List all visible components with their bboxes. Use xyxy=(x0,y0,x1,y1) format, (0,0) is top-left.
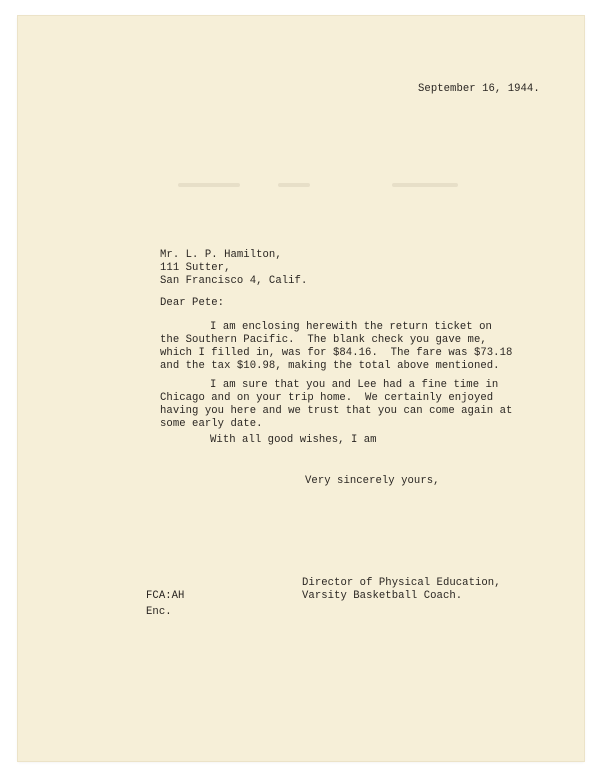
signature-title-line: Director of Physical Education, xyxy=(302,577,501,589)
paragraph-2-line: some early date. xyxy=(160,418,263,430)
bleed-through-mark xyxy=(278,183,310,187)
salutation: Dear Pete: xyxy=(160,297,225,309)
paragraph-1-line: the Southern Pacific. The blank check you gave me, xyxy=(160,334,487,346)
recipient-city: San Francisco 4, Calif. xyxy=(160,275,308,287)
closing: Very sincerely yours, xyxy=(305,475,440,487)
bleed-through-mark xyxy=(178,183,240,187)
paragraph-2-line: having you here and we trust that you can come again at xyxy=(160,405,513,417)
paragraph-3: With all good wishes, I am xyxy=(210,434,377,446)
paragraph-1-line: I am enclosing herewith the return ticket on xyxy=(210,321,492,333)
bleed-through-mark xyxy=(392,183,458,187)
enclosure-note: Enc. xyxy=(146,606,172,618)
reference-initials: FCA:AH xyxy=(146,590,185,602)
signature-title-line: Varsity Basketball Coach. xyxy=(302,590,463,602)
paragraph-1-line: and the tax $10.98, making the total above mentioned. xyxy=(160,360,500,372)
recipient-street: 111 Sutter, xyxy=(160,262,231,274)
letter-date: September 16, 1944. xyxy=(418,83,540,95)
paragraph-2-line: Chicago and on your trip home. We certainly enjoyed xyxy=(160,392,494,404)
paragraph-1-line: which I filled in, was for $84.16. The fare was $73.18 xyxy=(160,347,513,359)
paragraph-2-line: I am sure that you and Lee had a fine time in xyxy=(210,379,499,391)
recipient-name: Mr. L. P. Hamilton, xyxy=(160,249,282,261)
